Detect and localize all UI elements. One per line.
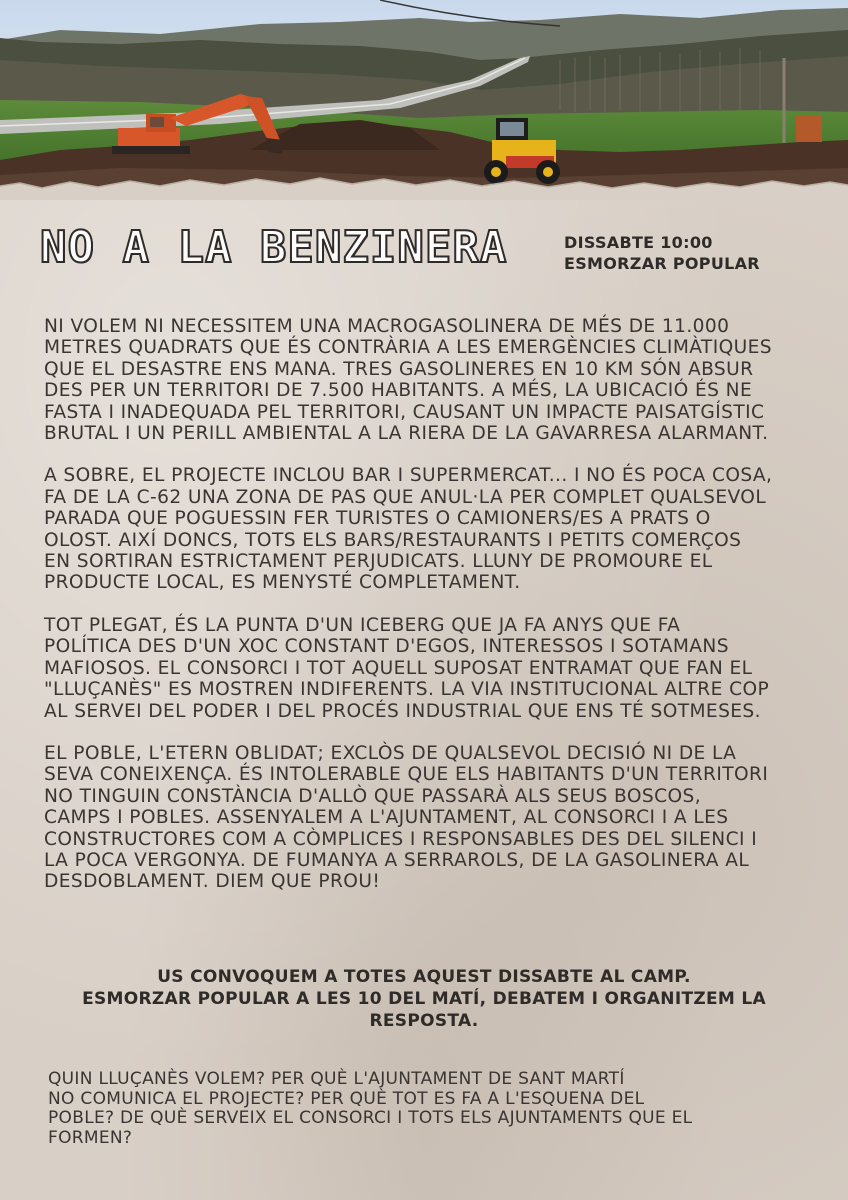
text-line: POLÍTICA DES D'UN XOC CONSTANT D'EGOS, INTERESSOS I SOTAMANS (44, 636, 729, 658)
text-line: TOT PLEGAT, ÉS LA PUNTA D'UN ICEBERG QUE JA FA ANYS QUE FA (44, 614, 681, 636)
event-name: ESMORZAR POPULAR (564, 254, 760, 273)
text-line: EL POBLE, L'ETERN OBLIDAT; EXCLÒS DE QUALSEVOL DECISIÓ NI DE LA (44, 742, 737, 764)
closing-questions (48, 1070, 838, 1148)
text-line: PARADA QUE POGUESSIN FER TURISTES O CAMIONERS/ES A PRATS O (44, 508, 711, 530)
text-line: MAFIOSOS. EL CONSORCI I TOT AQUELL SUPOSAT ENTRAMAT QUE FAN EL (44, 657, 753, 679)
question-line: FORMEN? (48, 1127, 133, 1148)
text-line: FA DE LA C-62 UNA ZONA DE PAS QUE ANUL·LA PER COMPLET QUALSEVOL (44, 486, 767, 508)
text-line: CAMPS I POBLES. ASSENYALEM A L'AJUNTAMENT, AL CONSORCI I A LES (44, 807, 729, 829)
text-line: FASTA I INADEQUADA PEL TERRITORI, CAUSANT UN IMPACTE PAISATGÍSTIC (44, 401, 765, 423)
text-line: PRODUCTE LOCAL, ES MENYSTÉ COMPLETAMENT. (44, 572, 521, 594)
text-line: NO TINGUIN CONSTÀNCIA D'ALLÒ QUE PASSARÀ ALS SEUS BOSCOS, (44, 785, 702, 807)
text-line: CONSTRUCTORES COM A CÒMPLICES I RESPONSABLES DES DEL SILENCI I (44, 828, 758, 850)
text-line: A SOBRE, EL PROJECTE INCLOU BAR I SUPERMERCAT... I NO ÉS POCA COSA, (44, 465, 773, 487)
paragraph-1 (44, 316, 846, 444)
text-line: LA POCA VERGONYA. DE FUMANYA A SERRAROLS, DE LA GASOLINERA AL (44, 849, 750, 871)
event-info (564, 232, 760, 274)
question-line: NO COMUNICA EL PROJECTE? PER QUÈ TOT ES FA A L'ESQUENA DEL (48, 1088, 645, 1109)
call-line-1: US CONVOQUEM A TOTES AQUEST DISSABTE AL CAMP. (157, 967, 691, 987)
body-text (44, 316, 846, 914)
paragraph-3 (44, 615, 846, 722)
text-line: SEVA CONEIXENÇA. ÉS INTOLERABLE QUE ELS HABITANTS D'UN TERRITORI (44, 764, 769, 786)
text-line: NI VOLEM NI NECESSITEM UNA MACROGASOLINERA DE MÉS DE 11.000 (44, 316, 730, 337)
paragraph-4 (44, 743, 846, 893)
construction-site-photo (0, 0, 848, 200)
call-line-3: RESPOSTA. (369, 1011, 479, 1031)
text-line: AL SERVEI DEL PODER I DEL PROCÉS INDUSTRIAL QUE ENS TÉ SOTMESES. (44, 700, 761, 722)
text-line: METRES QUADRATS QUE ÉS CONTRÀRIA A LES EMERGÈNCIES CLIMÀTIQUES (44, 337, 772, 359)
question-line: QUIN LLUÇANÈS VOLEM? PER QUÈ L'AJUNTAMENT DE SANT MARTÍ (48, 1069, 625, 1089)
call-line-2: ESMORZAR POPULAR A LES 10 DEL MATÍ, DEBATEM I ORGANITZEM LA (82, 989, 766, 1009)
text-line: "LLUÇANÈS" ES MOSTREN INDIFERENTS. LA VIA INSTITUCIONAL ALTRE COP (44, 679, 770, 701)
text-line: DES PER UN TERRITORI DE 7.500 HABITANTS. A MÉS, LA UBICACIÓ ÉS NE (44, 380, 753, 402)
call-to-action (0, 966, 848, 1032)
text-line: OLOST. AIXÍ DONCS, TOTS ELS BARS/RESTAURANTS I PETITS COMERÇOS (44, 529, 742, 551)
poster-title: NO A LA BENZINERA (40, 222, 508, 273)
paragraph-2 (44, 465, 846, 593)
text-line: BRUTAL I UN PERILL AMBIENTAL A LA RIERA DE LA GAVARRESA ALARMANT. (44, 423, 769, 445)
text-line: EN SORTIRAN ESTRICTAMENT PERJUDICATS. LLUNY DE PROMOURE EL (44, 551, 713, 573)
question-line: POBLE? DE QUÈ SERVEIX EL CONSORCI I TOTS ELS AJUNTAMENTS QUE EL (48, 1108, 693, 1129)
text-line: DESDOBLAMENT. DIEM QUE PROU! (44, 871, 381, 893)
text-line: QUE EL DESASTRE ENS MANA. TRES GASOLINERES EN 10 KM SÓN ABSUR (44, 358, 754, 380)
event-time: DISSABTE 10:00 (564, 233, 713, 252)
